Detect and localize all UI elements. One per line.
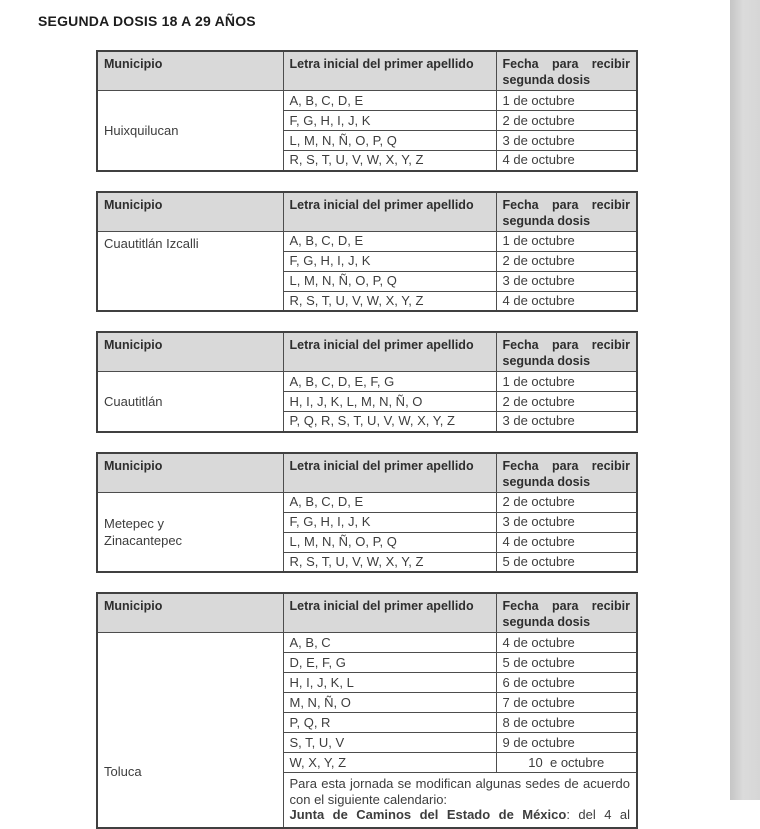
date-cell: 3 de octubre [496, 271, 637, 291]
date-cell: 2 de octubre [496, 111, 637, 131]
table-header-row [97, 453, 637, 493]
table-row [97, 231, 637, 251]
header-fecha-line1: Fecha para recibir [502, 338, 630, 352]
letters-cell: W, X, Y, Z [283, 753, 496, 773]
letters-cell: L, M, N, Ñ, O, P, Q [283, 271, 496, 291]
note-venue-line [290, 807, 631, 823]
table-row [97, 492, 637, 512]
header-fecha [496, 332, 637, 372]
date-cell: 4 de octubre [496, 291, 637, 311]
letters-cell: A, B, C, D, E [283, 91, 496, 111]
header-letra: Letra inicial del primer apellido [283, 51, 496, 91]
date-cell: 2 de octubre [496, 492, 637, 512]
letters-cell: A, B, C, D, E [283, 492, 496, 512]
header-fecha-line1: Fecha para recibir [502, 599, 630, 613]
date-cell: 4 de octubre [496, 151, 637, 171]
letters-cell: F, G, H, I, J, K [283, 111, 496, 131]
note-cell [283, 773, 637, 828]
header-municipio: Municipio [97, 51, 283, 91]
date-cell: 1 de octubre [496, 231, 637, 251]
date-cell: 7 de octubre [496, 693, 637, 713]
letters-cell: R, S, T, U, V, W, X, Y, Z [283, 291, 496, 311]
header-municipio: Municipio [97, 453, 283, 493]
note-intro: Para esta jornada se modifican algunas sedes de acuerdo con el siguiente calendario: [289, 776, 630, 807]
table-row [97, 372, 637, 392]
letters-cell: F, G, H, I, J, K [283, 251, 496, 271]
letters-cell: P, Q, R, S, T, U, V, W, X, Y, Z [283, 412, 496, 432]
note-venue-name: Junta de Caminos del Estado de México [289, 807, 567, 822]
header-letra: Letra inicial del primer apellido [283, 453, 496, 493]
letters-cell: R, S, T, U, V, W, X, Y, Z [283, 552, 496, 572]
date-cell: 3 de octubre [496, 131, 637, 151]
date-cell: 8 de octubre [496, 713, 637, 733]
table-row [97, 633, 637, 653]
letters-cell: F, G, H, I, J, K [283, 512, 496, 532]
table-header-row [97, 332, 637, 372]
letters-cell: H, I, J, K, L, M, N, Ñ, O [283, 392, 496, 412]
header-fecha-line1: Fecha para recibir [502, 57, 630, 71]
letters-cell: A, B, C, D, E, F, G [283, 372, 496, 392]
municipio-label: Metepec y Zinacantepec [104, 515, 183, 548]
header-municipio: Municipio [97, 332, 283, 372]
viewer-background [730, 0, 760, 800]
municipio-cell: Toluca [97, 633, 283, 828]
letters-cell: P, Q, R [283, 713, 496, 733]
table-row [97, 91, 637, 111]
date-cell: 1 de octubre [496, 91, 637, 111]
header-fecha [496, 593, 637, 633]
schedule-table-cuautitlan-izcalli [96, 191, 638, 313]
municipio-cell: Huixquilucan [97, 91, 283, 171]
date-cell: 9 de octubre [496, 733, 637, 753]
header-letra: Letra inicial del primer apellido [283, 192, 496, 232]
header-fecha-line2: segunda dosis [502, 354, 591, 368]
header-letra: Letra inicial del primer apellido [283, 332, 496, 372]
header-fecha-line2: segunda dosis [502, 213, 591, 228]
header-municipio: Municipio [97, 192, 283, 232]
municipio-cell [97, 492, 283, 572]
municipio-cell: Cuautitlán Izcalli [97, 231, 283, 311]
date-cell: 5 de octubre [496, 653, 637, 673]
date-cell: 5 de octubre [496, 552, 637, 572]
letters-cell: A, B, C, D, E [283, 231, 496, 251]
header-fecha [496, 192, 637, 232]
date-cell: 3 de octubre [496, 412, 637, 432]
header-fecha-line2: segunda dosis [502, 474, 591, 489]
letters-cell: S, T, U, V [283, 733, 496, 753]
header-fecha-line1: Fecha para recibir [502, 197, 630, 212]
date-cell: 4 de octubre [496, 532, 637, 552]
table-header-row [97, 51, 637, 91]
page-title: SEGUNDA DOSIS 18 A 29 AÑOS [38, 13, 256, 29]
date-cell: 1 de octubre [496, 372, 637, 392]
header-fecha-line2: segunda dosis [502, 615, 591, 629]
letters-cell: D, E, F, G [283, 653, 496, 673]
note-venue-rest: : del 4 al [566, 807, 630, 822]
schedule-table-cuautitlan [96, 331, 638, 433]
letters-cell: A, B, C [283, 633, 496, 653]
municipio-cell: Cuautitlán [97, 372, 283, 432]
header-fecha [496, 453, 637, 493]
table-header-row [97, 192, 637, 232]
date-cell: 2 de octubre [496, 251, 637, 271]
date-cell: 4 de octubre [496, 633, 637, 653]
header-letra: Letra inicial del primer apellido [283, 593, 496, 633]
letters-cell: L, M, N, Ñ, O, P, Q [283, 532, 496, 552]
header-fecha-line2: segunda dosis [502, 73, 591, 87]
letters-cell: L, M, N, Ñ, O, P, Q [283, 131, 496, 151]
date-cell: 3 de octubre [496, 512, 637, 532]
schedule-table-metepec-zinacantepec [96, 452, 638, 574]
letters-cell: M, N, Ñ, O [283, 693, 496, 713]
header-municipio: Municipio [97, 593, 283, 633]
table-header-row [97, 593, 637, 633]
schedule-table-huixquilucan [96, 50, 638, 172]
date-cell: 6 de octubre [496, 673, 637, 693]
date-cell: 2 de octubre [496, 392, 637, 412]
header-fecha [496, 51, 637, 91]
schedule-table-toluca [96, 592, 638, 829]
header-fecha-line1: Fecha para recibir [502, 458, 630, 473]
letters-cell: R, S, T, U, V, W, X, Y, Z [283, 151, 496, 171]
date-cell: 10 e octubre [496, 753, 637, 773]
letters-cell: H, I, J, K, L [283, 673, 496, 693]
